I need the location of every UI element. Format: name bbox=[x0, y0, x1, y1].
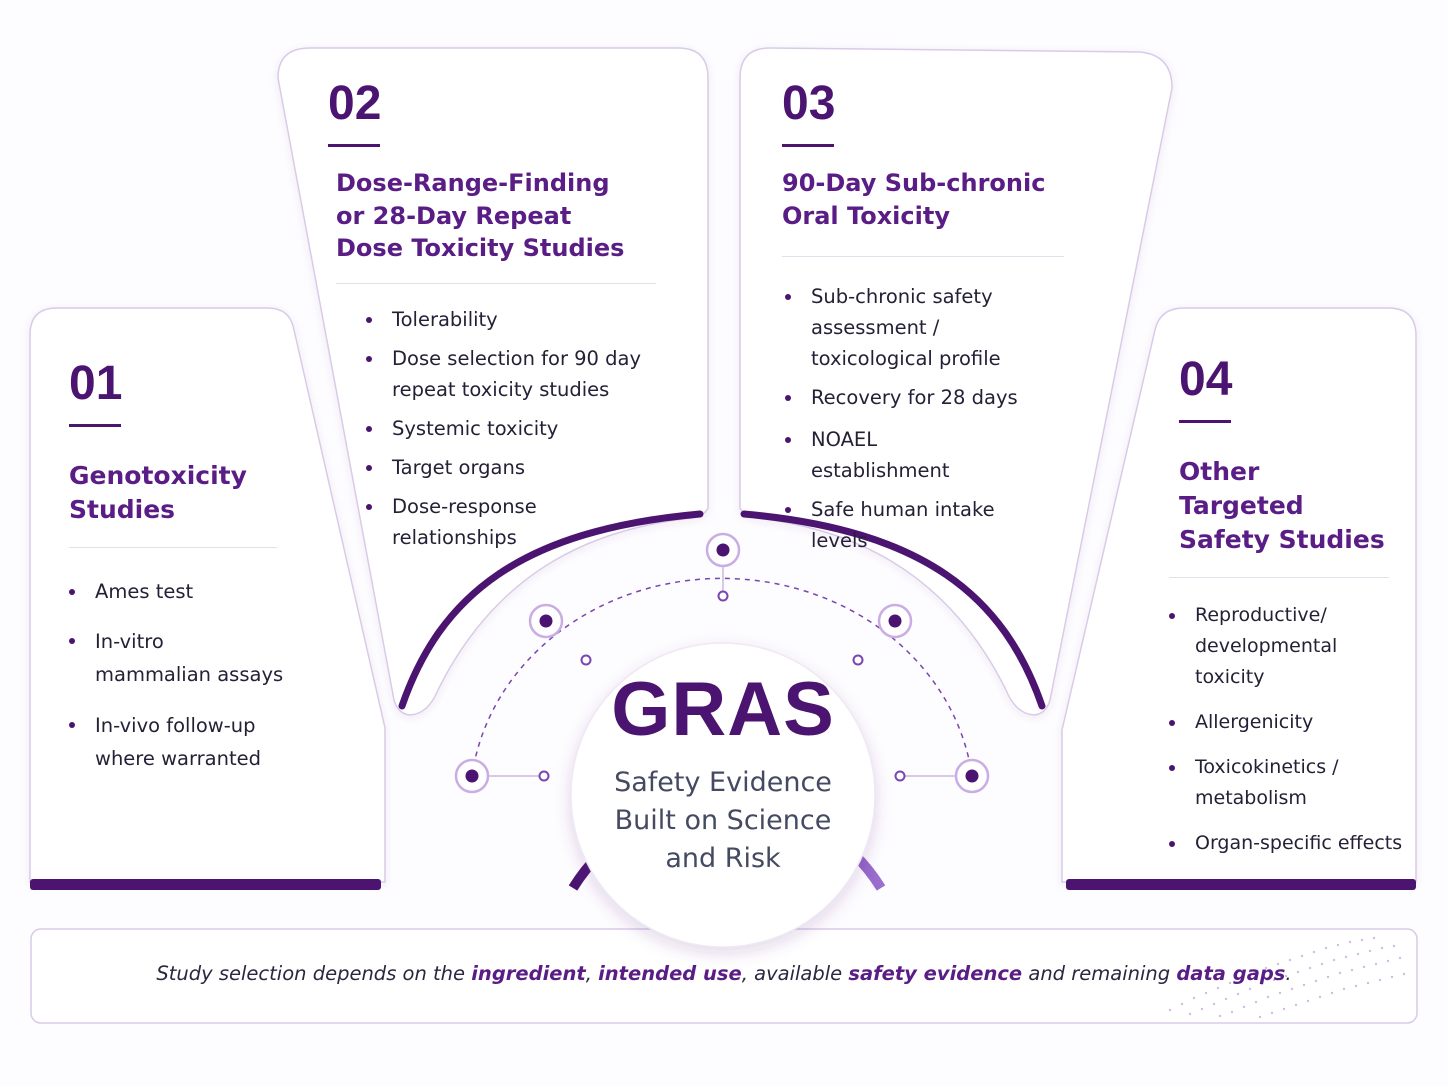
arc-dot bbox=[854, 656, 863, 665]
footer-text-1: Study selection depends on the bbox=[156, 962, 472, 985]
card-01-title: Genotoxicity Studies bbox=[69, 461, 247, 524]
card-04-number: 04 bbox=[1179, 353, 1233, 406]
list-item: Systemic toxicity bbox=[366, 413, 656, 444]
footer-text-3: , available bbox=[741, 962, 849, 985]
card-03 bbox=[782, 77, 1082, 556]
gras-title: GRAS bbox=[611, 667, 835, 752]
node-upper-right bbox=[879, 605, 911, 637]
arc-dot bbox=[540, 772, 549, 781]
card-04 bbox=[1179, 353, 1414, 859]
arc-dot bbox=[896, 772, 905, 781]
card-03-number-underline bbox=[782, 144, 834, 147]
list-item: NOAEL establishment bbox=[785, 424, 1020, 486]
arc-dot bbox=[719, 592, 728, 601]
footer-highlight-data-gaps: data gaps bbox=[1176, 962, 1286, 985]
card-01-number-underline bbox=[69, 424, 121, 427]
list-item: Tolerability bbox=[366, 304, 656, 335]
node-right bbox=[956, 760, 988, 792]
card-04-divider bbox=[1169, 577, 1389, 578]
list-item: Safe human intake levels bbox=[785, 494, 1001, 556]
card-03-title: 90-Day Sub-chronic Oral Toxicity bbox=[782, 169, 1046, 230]
card-01-divider bbox=[69, 547, 277, 548]
footer-highlight-intended-use: intended use bbox=[598, 962, 742, 985]
footer-text-2: , bbox=[585, 962, 599, 985]
card-03-list bbox=[785, 281, 1020, 556]
card-02-title: Dose-Range-Finding or 28-Day Repeat Dose Toxicity Studies bbox=[336, 169, 625, 263]
card-03-number: 03 bbox=[782, 77, 836, 130]
footer-highlight-safety-evidence: safety evidence bbox=[848, 962, 1023, 985]
node-upper-left bbox=[530, 605, 562, 637]
footer-text-4: and remaining bbox=[1022, 962, 1177, 985]
list-item: Organ-specific effects bbox=[1169, 828, 1405, 859]
card-01 bbox=[69, 357, 309, 775]
list-item: Toxicokinetics / metabolism bbox=[1169, 752, 1355, 814]
card-04-list bbox=[1169, 600, 1405, 859]
list-item: Target organs bbox=[366, 452, 656, 483]
list-item: In-vitro mammalian assays bbox=[69, 625, 284, 691]
card-02-list bbox=[366, 304, 656, 553]
list-item: Ames test bbox=[69, 576, 284, 607]
card-02-number-underline bbox=[328, 144, 380, 147]
card-02-divider bbox=[336, 283, 656, 284]
list-item: Sub-chronic safety assessment / toxicological profile bbox=[785, 281, 1020, 374]
list-item: Allergenicity bbox=[1169, 707, 1405, 738]
card-04-number-underline bbox=[1179, 420, 1231, 423]
list-item: Recovery for 28 days bbox=[785, 382, 1020, 413]
arc-dot bbox=[582, 656, 591, 665]
footer-text-5: . bbox=[1285, 962, 1292, 985]
card-04-base-bar bbox=[1066, 879, 1416, 890]
footer-highlight-ingredient: ingredient bbox=[471, 962, 586, 985]
list-item: In-vivo follow-up where warranted bbox=[69, 709, 284, 775]
node-left bbox=[456, 760, 488, 792]
list-item: Dose-response relationships bbox=[366, 491, 582, 553]
gras-subtitle: Safety Evidence Built on Science and Risk bbox=[614, 767, 832, 874]
node-top bbox=[707, 534, 739, 566]
card-03-divider bbox=[782, 256, 1064, 257]
card-02-number: 02 bbox=[328, 77, 382, 130]
card-01-base-bar bbox=[30, 879, 381, 890]
card-01-number: 01 bbox=[69, 357, 123, 410]
card-04-title: Other Targeted Safety Studies bbox=[1179, 457, 1385, 554]
card-02 bbox=[328, 77, 668, 553]
center-label bbox=[573, 667, 873, 878]
footer-note bbox=[32, 962, 1416, 985]
card-01-list bbox=[69, 576, 284, 775]
list-item: Reproductive/ developmental toxicity bbox=[1169, 600, 1405, 693]
list-item: Dose selection for 90 day repeat toxicity studies bbox=[366, 343, 656, 405]
